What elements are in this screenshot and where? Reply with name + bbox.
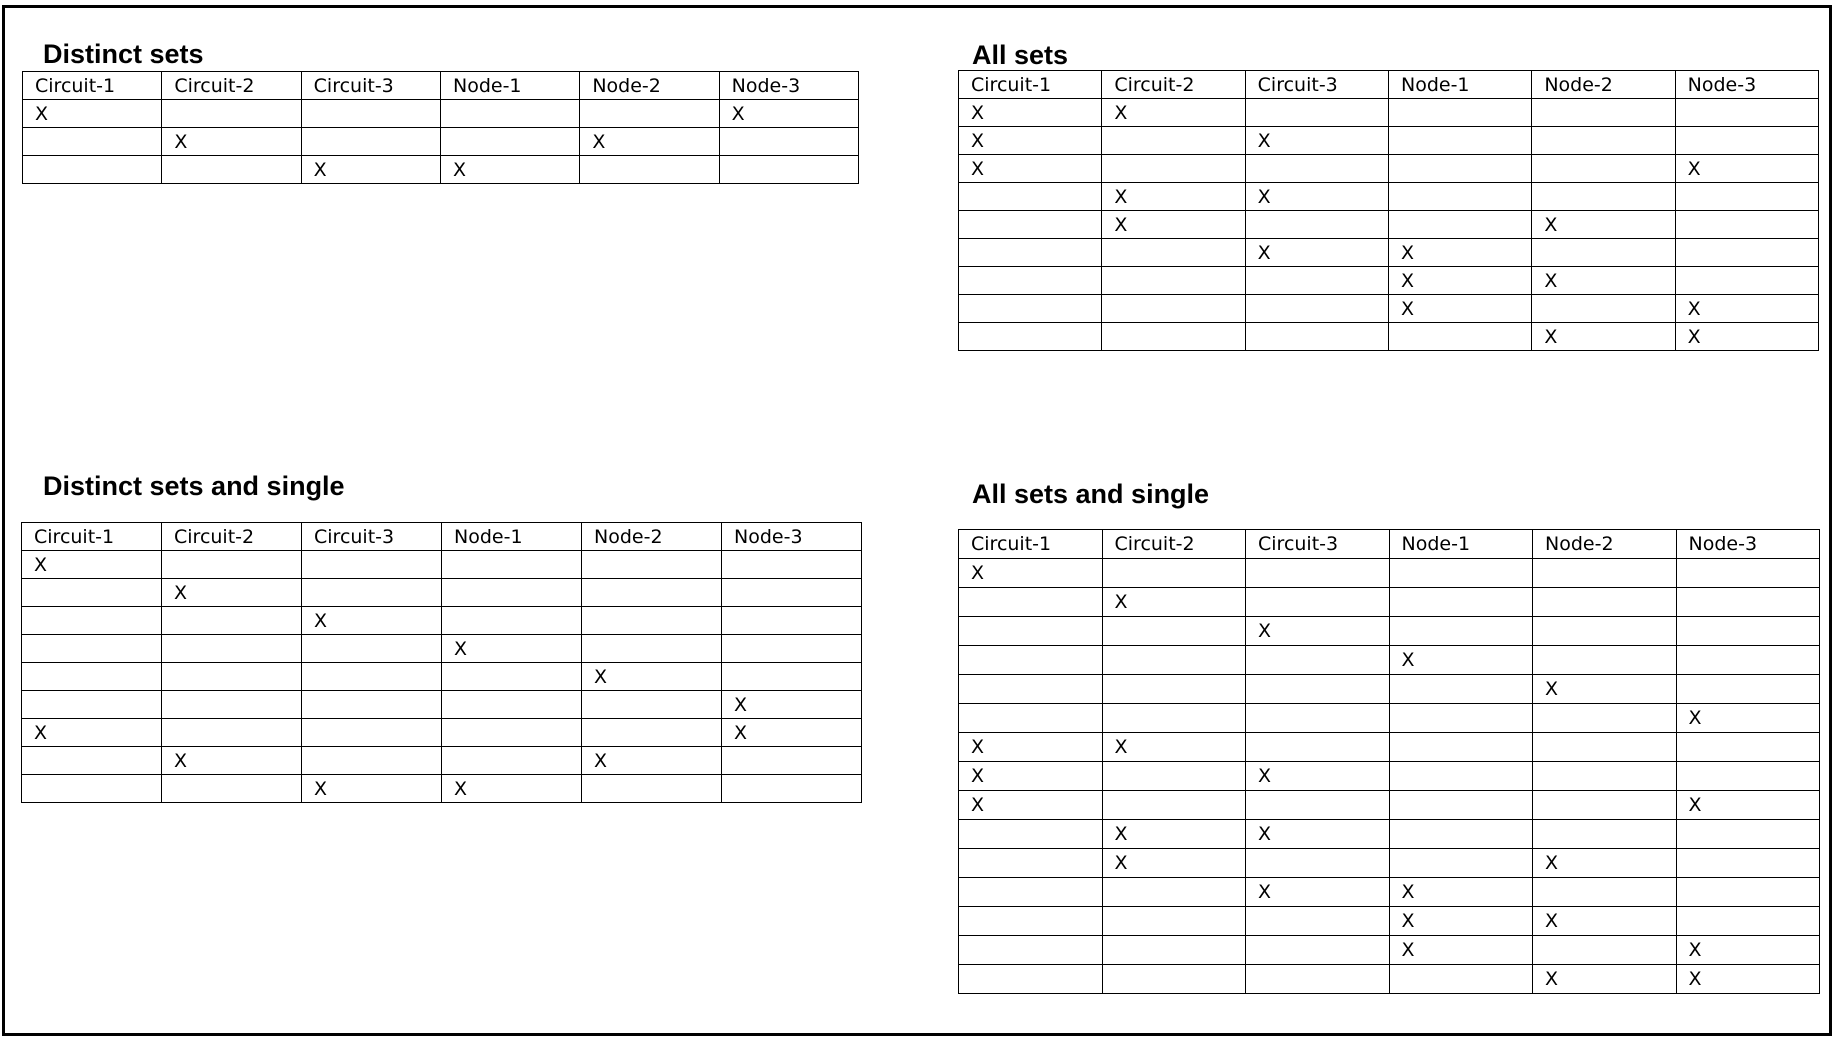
table-row — [22, 607, 862, 635]
empty-cell — [959, 588, 1103, 617]
selection-mark-cell: X — [22, 719, 162, 747]
empty-cell — [1102, 239, 1245, 267]
selection-mark-cell: X — [1388, 239, 1531, 267]
empty-cell — [22, 607, 162, 635]
table-row — [959, 211, 1819, 239]
empty-cell — [1676, 849, 1820, 878]
table-row — [959, 791, 1820, 820]
empty-cell — [1246, 907, 1390, 936]
header-row — [959, 530, 1820, 559]
selection-mark-cell: X — [1245, 239, 1388, 267]
empty-cell — [1533, 704, 1677, 733]
empty-cell — [302, 551, 442, 579]
empty-cell — [1246, 733, 1390, 762]
empty-cell — [1388, 127, 1531, 155]
table-row — [959, 675, 1820, 704]
empty-cell — [1102, 762, 1246, 791]
selection-mark-cell: X — [1245, 183, 1388, 211]
empty-cell — [1533, 646, 1677, 675]
selection-mark-cell: X — [1102, 733, 1246, 762]
empty-cell — [1533, 733, 1677, 762]
empty-cell — [1389, 559, 1533, 588]
empty-cell — [1102, 675, 1246, 704]
table-row — [959, 646, 1820, 675]
empty-cell — [1532, 239, 1675, 267]
table-row — [959, 762, 1820, 791]
column-header: Node-2 — [582, 523, 722, 551]
empty-cell — [1532, 155, 1675, 183]
selection-mark-cell: X — [959, 99, 1102, 127]
empty-cell — [1102, 646, 1246, 675]
empty-cell — [1389, 849, 1533, 878]
selection-mark-cell: X — [22, 551, 162, 579]
empty-cell — [1388, 155, 1531, 183]
table-row — [22, 551, 862, 579]
empty-cell — [1245, 323, 1388, 351]
section-title: All sets — [972, 40, 1069, 70]
empty-cell — [1532, 183, 1675, 211]
empty-cell — [1676, 762, 1820, 791]
selection-mark-cell: X — [582, 663, 722, 691]
empty-cell — [1102, 295, 1245, 323]
empty-cell — [1676, 617, 1820, 646]
selection-mark-cell: X — [23, 100, 162, 128]
table-row — [959, 239, 1819, 267]
empty-cell — [722, 635, 862, 663]
section-title: All sets and single — [972, 479, 1210, 509]
table-row — [959, 559, 1820, 588]
empty-cell — [1102, 323, 1245, 351]
empty-cell — [162, 691, 302, 719]
empty-cell — [442, 719, 582, 747]
selection-mark-cell: X — [959, 762, 1103, 791]
empty-cell — [1675, 267, 1818, 295]
empty-cell — [959, 183, 1102, 211]
selection-mark-cell: X — [959, 559, 1103, 588]
empty-cell — [582, 719, 722, 747]
selection-mark-cell: X — [1102, 820, 1246, 849]
empty-cell — [442, 607, 582, 635]
empty-cell — [1533, 936, 1677, 965]
table-row — [23, 100, 859, 128]
empty-cell — [582, 775, 722, 803]
empty-cell — [1533, 762, 1677, 791]
empty-cell — [22, 775, 162, 803]
selection-mark-cell: X — [722, 719, 862, 747]
column-header: Circuit-1 — [22, 523, 162, 551]
table-row — [959, 295, 1819, 323]
empty-cell — [1245, 295, 1388, 323]
empty-cell — [1246, 965, 1390, 994]
empty-cell — [580, 156, 719, 184]
empty-cell — [1533, 820, 1677, 849]
table-row — [22, 579, 862, 607]
empty-cell — [719, 156, 858, 184]
empty-cell — [1389, 704, 1533, 733]
header-row — [23, 72, 859, 100]
selection-mark-cell: X — [1676, 936, 1820, 965]
empty-cell — [23, 156, 162, 184]
selection-mark-cell: X — [162, 128, 301, 156]
empty-cell — [959, 936, 1103, 965]
empty-cell — [1102, 791, 1246, 820]
empty-cell — [1389, 617, 1533, 646]
empty-cell — [1102, 878, 1246, 907]
empty-cell — [1388, 183, 1531, 211]
empty-cell — [22, 747, 162, 775]
selection-mark-cell: X — [1102, 588, 1246, 617]
empty-cell — [959, 323, 1102, 351]
selection-mark-cell: X — [1533, 965, 1677, 994]
column-header: Circuit-1 — [959, 530, 1103, 559]
selection-mark-cell: X — [1246, 762, 1390, 791]
selection-mark-cell: X — [1246, 820, 1390, 849]
column-header: Circuit-2 — [162, 523, 302, 551]
empty-cell — [442, 747, 582, 775]
column-header: Circuit-1 — [959, 71, 1102, 99]
empty-cell — [722, 607, 862, 635]
selection-mark-cell: X — [1676, 704, 1820, 733]
empty-cell — [1102, 936, 1246, 965]
empty-cell — [301, 128, 440, 156]
table-row — [23, 128, 859, 156]
empty-cell — [440, 128, 579, 156]
empty-cell — [22, 691, 162, 719]
empty-cell — [162, 635, 302, 663]
table-row — [22, 663, 862, 691]
empty-cell — [22, 579, 162, 607]
selection-mark-cell: X — [582, 747, 722, 775]
selection-mark-cell: X — [959, 155, 1102, 183]
empty-cell — [1675, 99, 1818, 127]
table-row — [959, 878, 1820, 907]
table-row — [22, 635, 862, 663]
selection-mark-cell: X — [1676, 965, 1820, 994]
empty-cell — [959, 820, 1103, 849]
selection-mark-cell: X — [1102, 99, 1245, 127]
selection-mark-cell: X — [302, 607, 442, 635]
empty-cell — [582, 691, 722, 719]
selection-mark-cell: X — [1102, 211, 1245, 239]
empty-cell — [722, 747, 862, 775]
empty-cell — [1676, 588, 1820, 617]
header-row — [22, 523, 862, 551]
empty-cell — [1675, 239, 1818, 267]
empty-cell — [162, 551, 302, 579]
empty-cell — [1389, 762, 1533, 791]
empty-cell — [959, 849, 1103, 878]
table-row — [959, 127, 1819, 155]
empty-cell — [582, 551, 722, 579]
column-header: Node-2 — [1533, 530, 1677, 559]
empty-cell — [1676, 733, 1820, 762]
column-header: Circuit-1 — [23, 72, 162, 100]
empty-cell — [719, 128, 858, 156]
selection-mark-cell: X — [302, 775, 442, 803]
table-row — [959, 849, 1820, 878]
header-row — [959, 71, 1819, 99]
empty-cell — [1388, 99, 1531, 127]
empty-cell — [580, 100, 719, 128]
empty-cell — [1245, 99, 1388, 127]
empty-cell — [959, 239, 1102, 267]
table-row — [22, 775, 862, 803]
empty-cell — [302, 691, 442, 719]
table-row — [959, 936, 1820, 965]
table-row — [959, 617, 1820, 646]
empty-cell — [1102, 267, 1245, 295]
table-row — [959, 907, 1820, 936]
empty-cell — [442, 663, 582, 691]
empty-cell — [1533, 878, 1677, 907]
empty-cell — [1102, 155, 1245, 183]
column-header: Circuit-2 — [1102, 71, 1245, 99]
empty-cell — [1246, 559, 1390, 588]
column-header: Circuit-3 — [1246, 530, 1390, 559]
empty-cell — [162, 607, 302, 635]
selection-mark-cell: X — [959, 127, 1102, 155]
empty-cell — [1388, 211, 1531, 239]
empty-cell — [1102, 127, 1245, 155]
empty-cell — [1533, 617, 1677, 646]
empty-cell — [1676, 820, 1820, 849]
selection-mark-cell: X — [162, 747, 302, 775]
sets-table — [958, 70, 1819, 351]
selection-mark-cell: X — [1388, 295, 1531, 323]
selection-mark-cell: X — [1246, 878, 1390, 907]
empty-cell — [1246, 646, 1390, 675]
empty-cell — [1675, 183, 1818, 211]
empty-cell — [959, 646, 1103, 675]
selection-mark-cell: X — [442, 635, 582, 663]
selection-mark-cell: X — [1675, 295, 1818, 323]
empty-cell — [722, 775, 862, 803]
selection-mark-cell: X — [959, 791, 1103, 820]
empty-cell — [440, 100, 579, 128]
column-header: Node-3 — [1676, 530, 1820, 559]
empty-cell — [1533, 791, 1677, 820]
empty-cell — [442, 579, 582, 607]
selection-mark-cell: X — [1102, 183, 1245, 211]
empty-cell — [442, 551, 582, 579]
selection-mark-cell: X — [1675, 323, 1818, 351]
selection-mark-cell: X — [1246, 617, 1390, 646]
table-row — [959, 704, 1820, 733]
empty-cell — [162, 100, 301, 128]
selection-mark-cell: X — [580, 128, 719, 156]
empty-cell — [1532, 295, 1675, 323]
empty-cell — [582, 635, 722, 663]
empty-cell — [1102, 617, 1246, 646]
empty-cell — [1246, 849, 1390, 878]
empty-cell — [959, 617, 1103, 646]
selection-mark-cell: X — [1676, 791, 1820, 820]
table-row — [22, 747, 862, 775]
empty-cell — [959, 907, 1103, 936]
empty-cell — [959, 704, 1103, 733]
empty-cell — [1102, 704, 1246, 733]
empty-cell — [1389, 820, 1533, 849]
empty-cell — [302, 663, 442, 691]
empty-cell — [23, 128, 162, 156]
column-header: Node-1 — [440, 72, 579, 100]
column-header: Node-2 — [1532, 71, 1675, 99]
selection-mark-cell: X — [719, 100, 858, 128]
empty-cell — [959, 295, 1102, 323]
selection-mark-cell: X — [1532, 323, 1675, 351]
selection-mark-cell: X — [1389, 907, 1533, 936]
table-row — [959, 733, 1820, 762]
empty-cell — [1675, 211, 1818, 239]
empty-cell — [1245, 267, 1388, 295]
empty-cell — [1389, 675, 1533, 704]
empty-cell — [1676, 675, 1820, 704]
selection-mark-cell: X — [301, 156, 440, 184]
empty-cell — [1533, 588, 1677, 617]
selection-mark-cell: X — [1532, 267, 1675, 295]
empty-cell — [582, 607, 722, 635]
selection-mark-cell: X — [1389, 878, 1533, 907]
empty-cell — [302, 579, 442, 607]
column-header: Circuit-3 — [302, 523, 442, 551]
table-row — [959, 820, 1820, 849]
empty-cell — [1675, 127, 1818, 155]
empty-cell — [1389, 588, 1533, 617]
column-header: Node-3 — [719, 72, 858, 100]
empty-cell — [302, 719, 442, 747]
selection-mark-cell: X — [1533, 907, 1677, 936]
empty-cell — [162, 663, 302, 691]
empty-cell — [1245, 155, 1388, 183]
empty-cell — [959, 267, 1102, 295]
section-title: Distinct sets and single — [43, 471, 345, 501]
empty-cell — [1245, 211, 1388, 239]
table-row — [22, 691, 862, 719]
selection-mark-cell: X — [1389, 646, 1533, 675]
column-header: Node-3 — [722, 523, 862, 551]
table-row — [959, 99, 1819, 127]
empty-cell — [1246, 675, 1390, 704]
column-header: Node-1 — [442, 523, 582, 551]
empty-cell — [1388, 323, 1531, 351]
selection-mark-cell: X — [1102, 849, 1246, 878]
empty-cell — [1676, 907, 1820, 936]
empty-cell — [959, 878, 1103, 907]
column-header: Circuit-3 — [1245, 71, 1388, 99]
empty-cell — [1532, 99, 1675, 127]
empty-cell — [1389, 733, 1533, 762]
empty-cell — [302, 747, 442, 775]
column-header: Circuit-3 — [301, 72, 440, 100]
empty-cell — [959, 675, 1103, 704]
selection-mark-cell: X — [1533, 849, 1677, 878]
column-header: Circuit-2 — [1102, 530, 1246, 559]
selection-mark-cell: X — [162, 579, 302, 607]
empty-cell — [1246, 936, 1390, 965]
empty-cell — [442, 691, 582, 719]
empty-cell — [1532, 127, 1675, 155]
empty-cell — [162, 156, 301, 184]
empty-cell — [1246, 704, 1390, 733]
section-title: Distinct sets — [43, 39, 204, 69]
empty-cell — [1676, 559, 1820, 588]
selection-mark-cell: X — [442, 775, 582, 803]
selection-mark-cell: X — [1675, 155, 1818, 183]
empty-cell — [1102, 559, 1246, 588]
sets-table — [958, 529, 1820, 994]
table-row — [959, 267, 1819, 295]
sets-table — [22, 71, 859, 184]
table-row — [23, 156, 859, 184]
column-header: Node-1 — [1388, 71, 1531, 99]
column-header: Node-1 — [1389, 530, 1533, 559]
table-row — [959, 588, 1820, 617]
empty-cell — [301, 100, 440, 128]
empty-cell — [959, 965, 1103, 994]
selection-mark-cell: X — [722, 691, 862, 719]
selection-mark-cell: X — [440, 156, 579, 184]
empty-cell — [722, 663, 862, 691]
selection-mark-cell: X — [1532, 211, 1675, 239]
column-header: Node-2 — [580, 72, 719, 100]
selection-mark-cell: X — [1245, 127, 1388, 155]
empty-cell — [162, 775, 302, 803]
table-row — [959, 155, 1819, 183]
selection-mark-cell: X — [1533, 675, 1677, 704]
column-header: Circuit-2 — [162, 72, 301, 100]
table-row — [959, 965, 1820, 994]
selection-mark-cell: X — [1389, 936, 1533, 965]
empty-cell — [959, 211, 1102, 239]
table-row — [959, 183, 1819, 211]
empty-cell — [1676, 646, 1820, 675]
empty-cell — [722, 551, 862, 579]
empty-cell — [1246, 791, 1390, 820]
selection-mark-cell: X — [959, 733, 1103, 762]
empty-cell — [722, 579, 862, 607]
empty-cell — [22, 663, 162, 691]
empty-cell — [1246, 588, 1390, 617]
empty-cell — [162, 719, 302, 747]
sets-table — [21, 522, 862, 803]
table-row — [22, 719, 862, 747]
empty-cell — [582, 579, 722, 607]
table-row — [959, 323, 1819, 351]
empty-cell — [1102, 965, 1246, 994]
empty-cell — [22, 635, 162, 663]
selection-mark-cell: X — [1388, 267, 1531, 295]
empty-cell — [1102, 907, 1246, 936]
column-header: Node-3 — [1675, 71, 1818, 99]
empty-cell — [1389, 791, 1533, 820]
empty-cell — [302, 635, 442, 663]
empty-cell — [1676, 878, 1820, 907]
empty-cell — [1533, 559, 1677, 588]
empty-cell — [1389, 965, 1533, 994]
